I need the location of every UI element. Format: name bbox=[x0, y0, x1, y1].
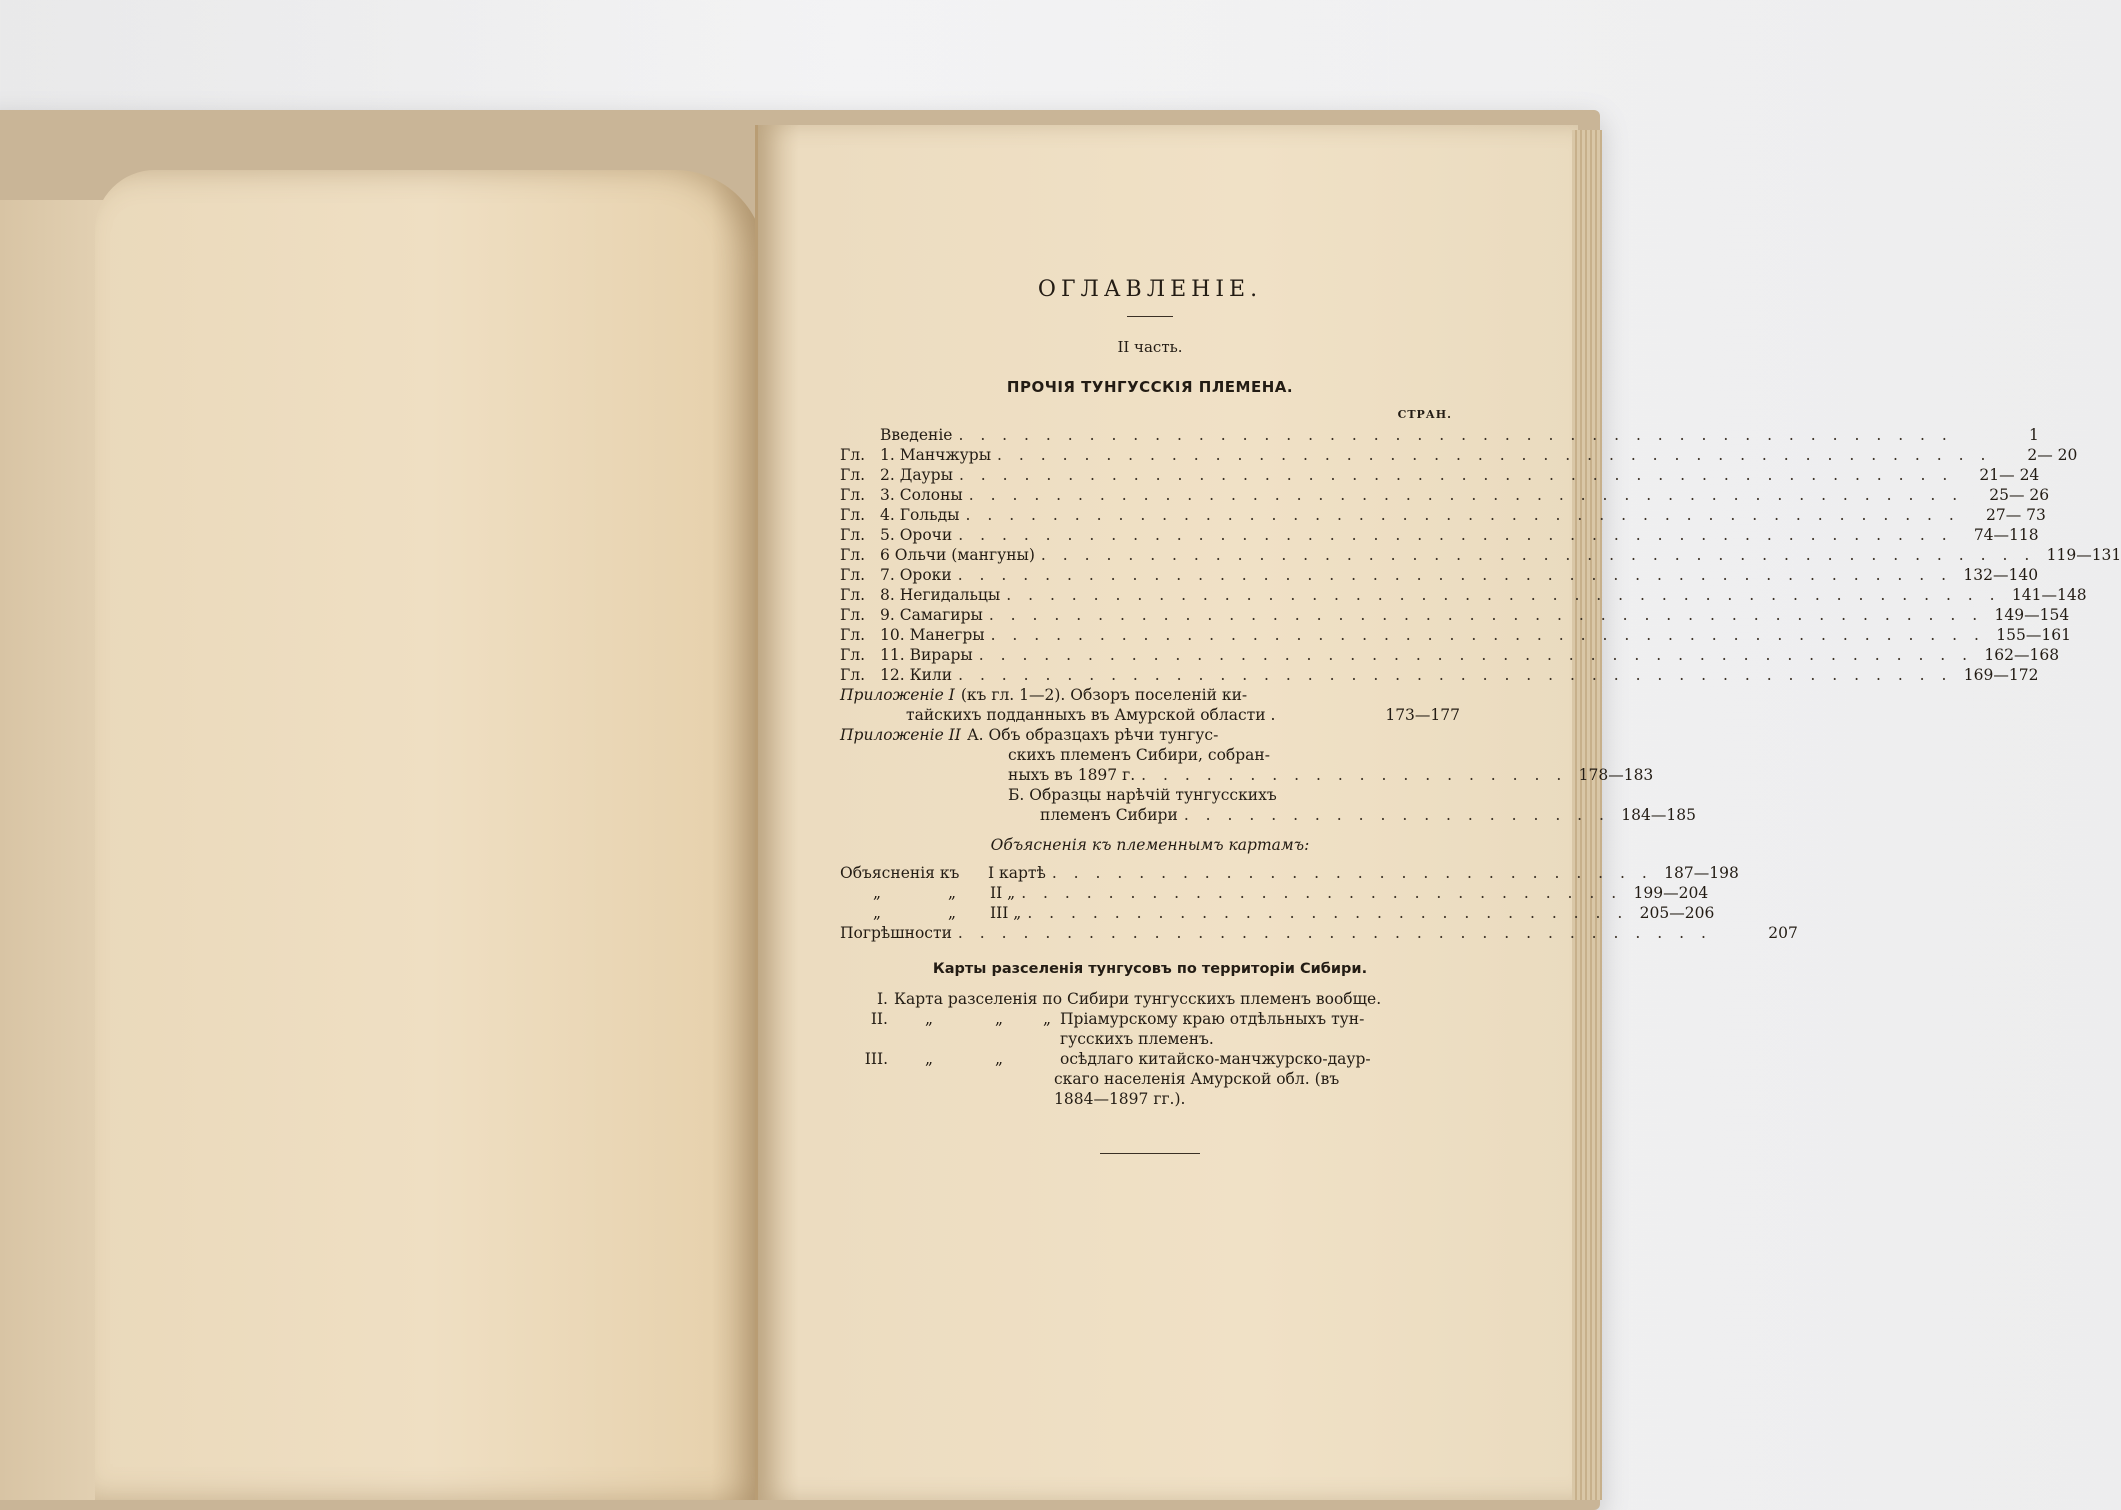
toc-entry bbox=[840, 605, 2070, 625]
leader-dots: . . . . . . . . . . . . . . . . . . . . . . . . . . . . . . . . . . . . . . . . . . . . . . bbox=[997, 446, 1992, 464]
entry-prefix: Гл. bbox=[840, 486, 866, 504]
legend-entry bbox=[840, 863, 1739, 883]
leader-dots: . . . . . . . . . . . . . . . . . . . . . . . . . . . . . . . . . . . . . . . . . . . . . . bbox=[958, 666, 1953, 684]
legend-entry bbox=[840, 883, 1709, 903]
appendix-2-line bbox=[840, 725, 1460, 745]
legend-heading: Объясненiя къ племеннымъ картамъ: bbox=[990, 836, 1310, 854]
leader-dots: . . . . . . . . . . . . . . . . . . . . . . . . . . . . bbox=[1027, 904, 1629, 922]
ditto-mark: „ bbox=[947, 904, 957, 922]
leader-dots: . . . . . . . . . . . . . . . . . . . . . . . . . . . . . . . . . . . . . . . . . . . . . . bbox=[990, 626, 1985, 644]
legend-pages: 199—204 bbox=[1633, 884, 1709, 902]
map-description: Карта разселенiя по Сибири тунгусскихъ племенъ вообще. bbox=[894, 990, 1382, 1008]
map-number: II. bbox=[870, 1010, 888, 1028]
appendix-2b-pages: 184—185 bbox=[1621, 806, 1696, 824]
title-rule bbox=[1127, 316, 1173, 317]
ditto-mark: „ bbox=[947, 884, 957, 902]
appendix-2-text: племенъ Сибири bbox=[1040, 806, 1178, 824]
legend-label: Погрѣшности bbox=[840, 924, 952, 942]
entry-pages: 162—168 bbox=[1984, 646, 2060, 664]
entry-prefix: Гл. bbox=[840, 586, 866, 604]
map-description: гусскихъ племенъ. bbox=[1060, 1030, 1214, 1048]
legend-entry bbox=[840, 923, 1798, 943]
map-entry-continued bbox=[840, 1029, 1460, 1049]
ditto-mark: „ bbox=[924, 1050, 934, 1068]
map-entry bbox=[840, 1009, 1460, 1029]
leader-dots: . . . . . . . . . . . . . . . . . . . . . . . . . . . . . . . . . . . . . . . . . . . . . . bbox=[958, 526, 1953, 544]
entry-label: 9. Самагиры bbox=[880, 606, 983, 624]
appendix-2-text: скихъ племенъ Сибири, собран- bbox=[1008, 746, 1270, 764]
entry-label: 1. Манчжуры bbox=[880, 446, 992, 464]
entry-prefix: Гл. bbox=[840, 546, 866, 564]
entry-pages: 25— 26 bbox=[1989, 486, 2050, 504]
leader-dots: . . . . . . . . . . . . . . . . . . . . . . . . . . . . . . . . . . . . . . . . . . . . . . bbox=[988, 606, 1984, 624]
toc-entry bbox=[840, 465, 2040, 485]
entry-pages: 21— 24 bbox=[1979, 466, 2040, 484]
appendix-2-line bbox=[840, 785, 1460, 805]
appendix-2-title: Приложенiе II bbox=[840, 726, 961, 744]
appendix-2a-pages: 178—183 bbox=[1578, 766, 1654, 784]
map-entry-continued bbox=[840, 1089, 1460, 1109]
toc-entry bbox=[840, 585, 2087, 605]
entry-pages: 155—161 bbox=[1996, 626, 2071, 644]
entry-pages: 27— 73 bbox=[1985, 506, 2046, 524]
toc-entry bbox=[840, 565, 2039, 585]
toc-entry bbox=[840, 525, 2039, 545]
entry-pages: 119—131 bbox=[2046, 546, 2121, 564]
toc-entry bbox=[840, 425, 2039, 445]
leader-dots: . . . . . . . . . . . . . . . . . . . . . . . . . . . . bbox=[1051, 864, 1653, 882]
map-number: I. bbox=[876, 990, 888, 1008]
map-description: Прiамурскому краю отдѣльныхъ тун- bbox=[1060, 1010, 1365, 1028]
legend-map: I картѣ bbox=[988, 864, 1046, 882]
legend-map: II „ bbox=[990, 884, 1016, 902]
toc-entry bbox=[840, 645, 2060, 665]
legend-pages: 187—198 bbox=[1664, 864, 1739, 882]
map-description: 1884—1897 гг.). bbox=[1054, 1090, 1186, 1108]
entry-label: 11. Вирары bbox=[880, 646, 973, 664]
appendix-1-pages: 173—177 bbox=[1385, 706, 1460, 724]
map-entry-continued bbox=[840, 1069, 1460, 1089]
entry-pages: 2— 20 bbox=[2027, 446, 2078, 464]
toc-entry bbox=[840, 505, 2046, 525]
leader-dots: . . . . . . . . . . . . . . . . . . . . . . . . . . . . . . . . . . . . . . . . . . . . . . bbox=[958, 466, 1954, 484]
table-of-contents bbox=[840, 277, 2121, 1154]
section-heading: ПРОЧIЯ ТУНГУССКIЯ ПЛЕМЕНА. bbox=[1006, 378, 1294, 396]
entry-prefix: Гл. bbox=[840, 606, 866, 624]
entry-label: 4. Гольды bbox=[880, 506, 960, 524]
appendix-1-title: Приложенiе I bbox=[840, 686, 955, 704]
entry-prefix: Гл. bbox=[840, 626, 866, 644]
entry-prefix: Гл. bbox=[840, 446, 866, 464]
appendix-2-line bbox=[840, 805, 1696, 825]
entry-pages: 169—172 bbox=[1963, 666, 2039, 684]
ditto-mark: „ bbox=[1042, 1010, 1052, 1028]
maps-heading: Карты разселенiя тунгусовъ по территорiи Сибири. bbox=[932, 961, 1368, 977]
map-entry bbox=[840, 1049, 1460, 1069]
entry-pages: 1 bbox=[2028, 426, 2039, 444]
entry-label: 12. Кили bbox=[880, 666, 953, 684]
leader-dots: . . . . . . . . . . . . . . . . . . . . . . . . . . . . . . . . . . . . . . . . . . . . . . bbox=[957, 566, 1953, 584]
appendix-2-text: Б. Образцы нарѣчiй тунгусскихъ bbox=[1008, 786, 1277, 804]
entry-label: 6 Ольчи (мангуны) bbox=[880, 546, 1035, 564]
leader-dots: . . . . . . . . . . . . . . . . . . . . . . . . . . . . . . . . . . . . . . . . . . . . . . bbox=[968, 486, 1964, 504]
ditto-mark: „ bbox=[872, 904, 882, 922]
appendix-2-text: ныхъ въ 1897 г. bbox=[1008, 766, 1136, 784]
appendix-2-line bbox=[840, 745, 1460, 765]
entry-pages: 149—154 bbox=[1994, 606, 2070, 624]
toc-entry bbox=[840, 445, 2078, 465]
appendix-1-text: тайскихъ подданныхъ въ Амурской области . bbox=[906, 706, 1276, 724]
leader-dots: . . . . . . . . . . . . . . . . . . . . . . . . . . . . . . . . . . . . . . . . . . . . . . bbox=[1006, 586, 2001, 604]
toc-title: ОГЛАВЛЕНIЕ. bbox=[1037, 277, 1263, 302]
leader-dots: . . . . . . . . . . . . . . . . . . . . . . . . . . . . . . . . . . . . . . . . . . . . . . bbox=[978, 646, 1974, 664]
left-page bbox=[95, 170, 765, 1500]
ditto-mark: „ bbox=[872, 884, 882, 902]
map-description: осѣдлаго китайско-манчжурско-даур- bbox=[1060, 1050, 1371, 1068]
part-heading: II часть. bbox=[1117, 338, 1183, 356]
entry-prefix: Гл. bbox=[840, 506, 866, 524]
map-description: скаго населенiя Амурской обл. (въ bbox=[1054, 1070, 1340, 1088]
entry-label: 2. Дауры bbox=[880, 466, 953, 484]
pages-column-header: СТРАН. bbox=[1397, 408, 1452, 421]
toc-entry bbox=[840, 545, 2121, 565]
appendix-1-text: (къ гл. 1—2). Обзоръ поселенiй ки- bbox=[960, 686, 1248, 704]
entry-prefix: Гл. bbox=[840, 566, 866, 584]
entry-prefix: Гл. bbox=[840, 666, 866, 684]
map-entry bbox=[840, 989, 1460, 1009]
entry-prefix: Гл. bbox=[840, 646, 866, 664]
entry-label: 7. Ороки bbox=[880, 566, 952, 584]
leader-dots: . . . . . . . . . . . . . . . . . . . . . . . . . . . . . . . . . . . . . . . . . . . . . . bbox=[965, 506, 1960, 524]
entry-pages: 132—140 bbox=[1963, 566, 2039, 584]
leader-dots: . . . . . . . . . . . . . . . . . . . . . . . . . . . . . . . . . . . bbox=[957, 924, 1712, 942]
leader-dots: . . . . . . . . . . . . . . . . . . . . bbox=[1141, 766, 1568, 784]
legend-pages: 205—206 bbox=[1639, 904, 1715, 922]
ditto-mark: „ bbox=[994, 1010, 1004, 1028]
legend-label: Объясненiя къ bbox=[840, 864, 960, 882]
toc-entry bbox=[840, 485, 2050, 505]
appendix-2-text: А. Объ образцахъ рѣчи тунгус- bbox=[966, 726, 1219, 744]
ditto-mark: „ bbox=[994, 1050, 1004, 1068]
legend-entry bbox=[840, 903, 1715, 923]
entry-prefix: Гл. bbox=[840, 526, 866, 544]
leader-dots: . . . . . . . . . . . . . . . . . . . . . . . . . . . . . . . . . . . . . . . . . . . . . . bbox=[958, 426, 1953, 444]
end-rule bbox=[1100, 1153, 1200, 1154]
map-number: III. bbox=[864, 1050, 888, 1068]
ditto-mark: „ bbox=[924, 1010, 934, 1028]
entry-label: 10. Манегры bbox=[880, 626, 985, 644]
entry-pages: 141—148 bbox=[2011, 586, 2087, 604]
toc-entry bbox=[840, 625, 2071, 645]
legend-map: III „ bbox=[990, 904, 1022, 922]
leader-dots: . . . . . . . . . . . . . . . . . . . . bbox=[1183, 806, 1610, 824]
entry-label: 8. Негидальцы bbox=[880, 586, 1001, 604]
appendix-1-line bbox=[840, 705, 1460, 725]
leader-dots: . . . . . . . . . . . . . . . . . . . . . . . . . . . . . . . . . . . . . . . . . . . . . . bbox=[1040, 546, 2036, 564]
entry-pages: 74—118 bbox=[1973, 526, 2039, 544]
entry-label: 3. Солоны bbox=[880, 486, 963, 504]
appendix-2-line bbox=[840, 765, 1654, 785]
entry-prefix: Гл. bbox=[840, 466, 866, 484]
legend-pages: 207 bbox=[1768, 924, 1798, 942]
appendix-1-line bbox=[840, 685, 1460, 705]
entry-label: Введенiе bbox=[880, 426, 953, 444]
entry-label: 5. Орочи bbox=[880, 526, 953, 544]
leader-dots: . . . . . . . . . . . . . . . . . . . . . . . . . . . . bbox=[1021, 884, 1623, 902]
toc-entry bbox=[840, 665, 2039, 685]
